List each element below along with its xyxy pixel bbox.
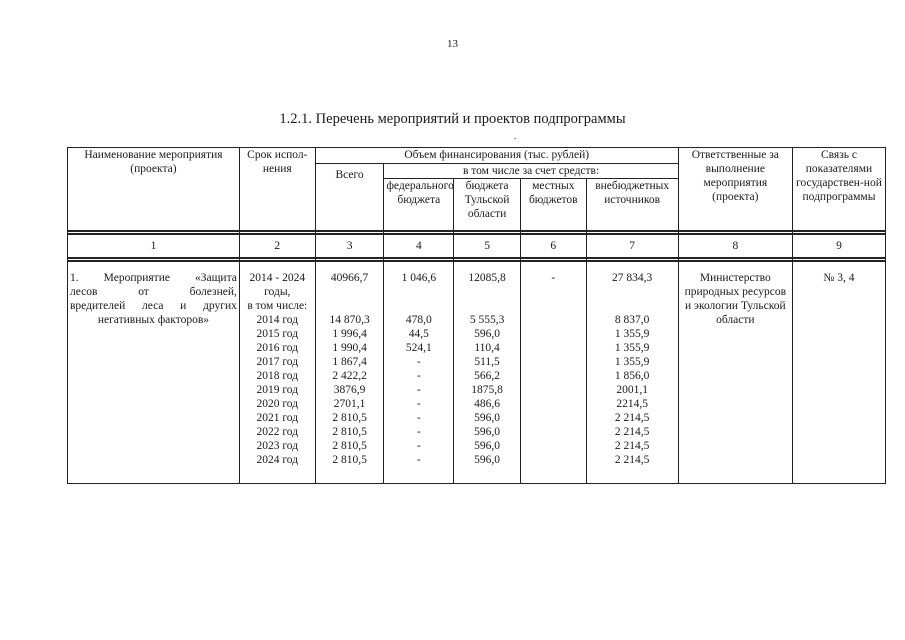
- year-label: 2024 год: [256, 454, 299, 466]
- regional-year-value: 486,6: [474, 398, 500, 410]
- regional-year-value: 596,0: [474, 412, 500, 424]
- extra-year-value: 2 214,5: [614, 454, 650, 466]
- local-sum: -: [551, 272, 556, 284]
- federal-cell: [384, 261, 454, 484]
- total-cell: [315, 261, 384, 484]
- regional-year-value: 110,4: [474, 342, 500, 354]
- federal-year-value: -: [416, 440, 421, 452]
- section-title: 1.2.1. Перечень мероприятий и проектов подпрограммы: [279, 111, 626, 127]
- year-label: 2015 год: [256, 328, 299, 340]
- federal-year-value: -: [416, 398, 421, 410]
- federal-year-value: -: [416, 384, 421, 396]
- header-name: Наименование мероприятия (проекта): [68, 148, 240, 232]
- term-years-word: годы,: [264, 286, 291, 298]
- header-total: Всего: [315, 164, 384, 232]
- total-year-value: 2 810,5: [332, 454, 367, 466]
- total-year-value: 2 810,5: [332, 426, 367, 438]
- column-number: 7: [586, 234, 678, 258]
- regional-year-value: 596,0: [474, 454, 500, 466]
- header-extra: внебюджетных источников: [586, 179, 678, 232]
- federal-year-value: -: [416, 356, 421, 368]
- extra-year-value: 8 837,0: [614, 314, 650, 326]
- header-including: в том числе за счет средств:: [384, 164, 678, 179]
- federal-year-value: -: [416, 370, 421, 382]
- total-year-value: 1 990,4: [332, 342, 367, 354]
- extra-year-value: 1 355,9: [614, 342, 650, 354]
- activity-name-line: лесов от болезней,: [70, 286, 237, 298]
- regional-year-value: 566,2: [474, 370, 500, 382]
- activity-name-cell: [68, 261, 240, 484]
- year-label: 2020 год: [256, 398, 299, 410]
- activity-name-line: 1. Мероприятие «Защита: [70, 272, 237, 284]
- extra-sum: 27 834,3: [612, 272, 653, 284]
- year-label: 2021 год: [256, 412, 299, 424]
- federal-year-value: 524,1: [405, 342, 432, 354]
- total-year-value: 2701,1: [333, 398, 366, 410]
- regional-sum: 12085,8: [468, 272, 506, 284]
- year-label: 2023 год: [256, 440, 299, 452]
- federal-year-value: -: [416, 454, 421, 466]
- federal-sum: 1 046,6: [401, 272, 437, 284]
- federal-year-value: -: [416, 426, 421, 438]
- year-label: 2019 год: [256, 384, 299, 396]
- extra-year-value: 1 355,9: [614, 356, 650, 368]
- header-term: Срок испол-нения: [239, 148, 315, 232]
- column-number: 4: [384, 234, 454, 258]
- extra-year-value: 1 355,9: [614, 328, 650, 340]
- column-number: 8: [678, 234, 792, 258]
- column-number: 3: [315, 234, 384, 258]
- federal-year-value: 478,0: [405, 314, 432, 326]
- column-number: 6: [520, 234, 586, 258]
- extra-year-value: 2214,5: [616, 398, 648, 410]
- regional-cell: [454, 261, 521, 484]
- total-year-value: 14 870,3: [329, 314, 370, 326]
- year-label: 2022 год: [256, 426, 299, 438]
- responsible-cell: Министерство природных ресурсов и экологии Тульской области: [678, 261, 792, 484]
- activity-name-line: вредителей леса и других: [70, 300, 237, 312]
- total-year-value: 1 867,4: [332, 356, 367, 368]
- extra-year-value: 2 214,5: [614, 412, 650, 424]
- total-sum: 40966,7: [330, 272, 369, 284]
- extra-year-value: 2 214,5: [614, 440, 650, 452]
- column-number: 9: [792, 234, 885, 258]
- activity-name-line: негативных факторов»: [97, 314, 210, 326]
- total-year-value: 2 810,5: [332, 440, 367, 452]
- link-cell: № 3, 4: [792, 261, 885, 484]
- year-label: 2016 год: [256, 342, 299, 354]
- column-number: 2: [239, 234, 315, 258]
- term-including: в том числе:: [247, 300, 308, 312]
- local-cell: [520, 261, 586, 484]
- header-responsible: Ответственные за выполнение мероприятия (проекта): [678, 148, 792, 232]
- regional-year-value: 596,0: [474, 328, 500, 340]
- year-label: 2017 год: [256, 356, 299, 368]
- column-number-row: [68, 234, 886, 258]
- total-year-value: 1 996,4: [332, 328, 367, 340]
- federal-year-value: -: [416, 412, 421, 424]
- page-number: 13: [447, 38, 458, 50]
- total-year-value: 2 810,5: [332, 412, 367, 424]
- extra-cell: [586, 261, 678, 484]
- total-year-value: 3876,9: [333, 384, 366, 396]
- financing-table: [67, 147, 886, 484]
- regional-year-value: 511,5: [474, 356, 500, 368]
- extra-year-value: 1 856,0: [614, 370, 650, 382]
- year-label: 2014 год: [256, 314, 299, 326]
- extra-year-value: 2 214,5: [614, 426, 650, 438]
- header-federal: федерального бюджета: [384, 179, 454, 232]
- regional-year-value: 596,0: [474, 426, 500, 438]
- header-local: местных бюджетов: [520, 179, 586, 232]
- regional-year-value: 5 555,3: [469, 314, 505, 326]
- regional-year-value: 1875,8: [471, 384, 503, 396]
- column-number: 5: [454, 234, 521, 258]
- regional-year-value: 596,0: [474, 440, 500, 452]
- header-financing: Объем финансирования (тыс. рублей): [315, 148, 678, 164]
- year-label: 2018 год: [256, 370, 299, 382]
- term-cell: [239, 261, 315, 484]
- stray-dot: .: [514, 131, 517, 141]
- column-number: 1: [68, 234, 240, 258]
- term-period: 2014 - 2024: [249, 272, 306, 284]
- federal-year-value: 44,5: [408, 328, 429, 340]
- header-link: Связь с показателями государствен-ной подпрограммы: [792, 148, 885, 232]
- header-regional: бюджета Тульской области: [454, 179, 521, 232]
- total-year-value: 2 422,2: [332, 370, 367, 382]
- table-row: [68, 261, 886, 484]
- extra-year-value: 2001,1: [616, 384, 648, 396]
